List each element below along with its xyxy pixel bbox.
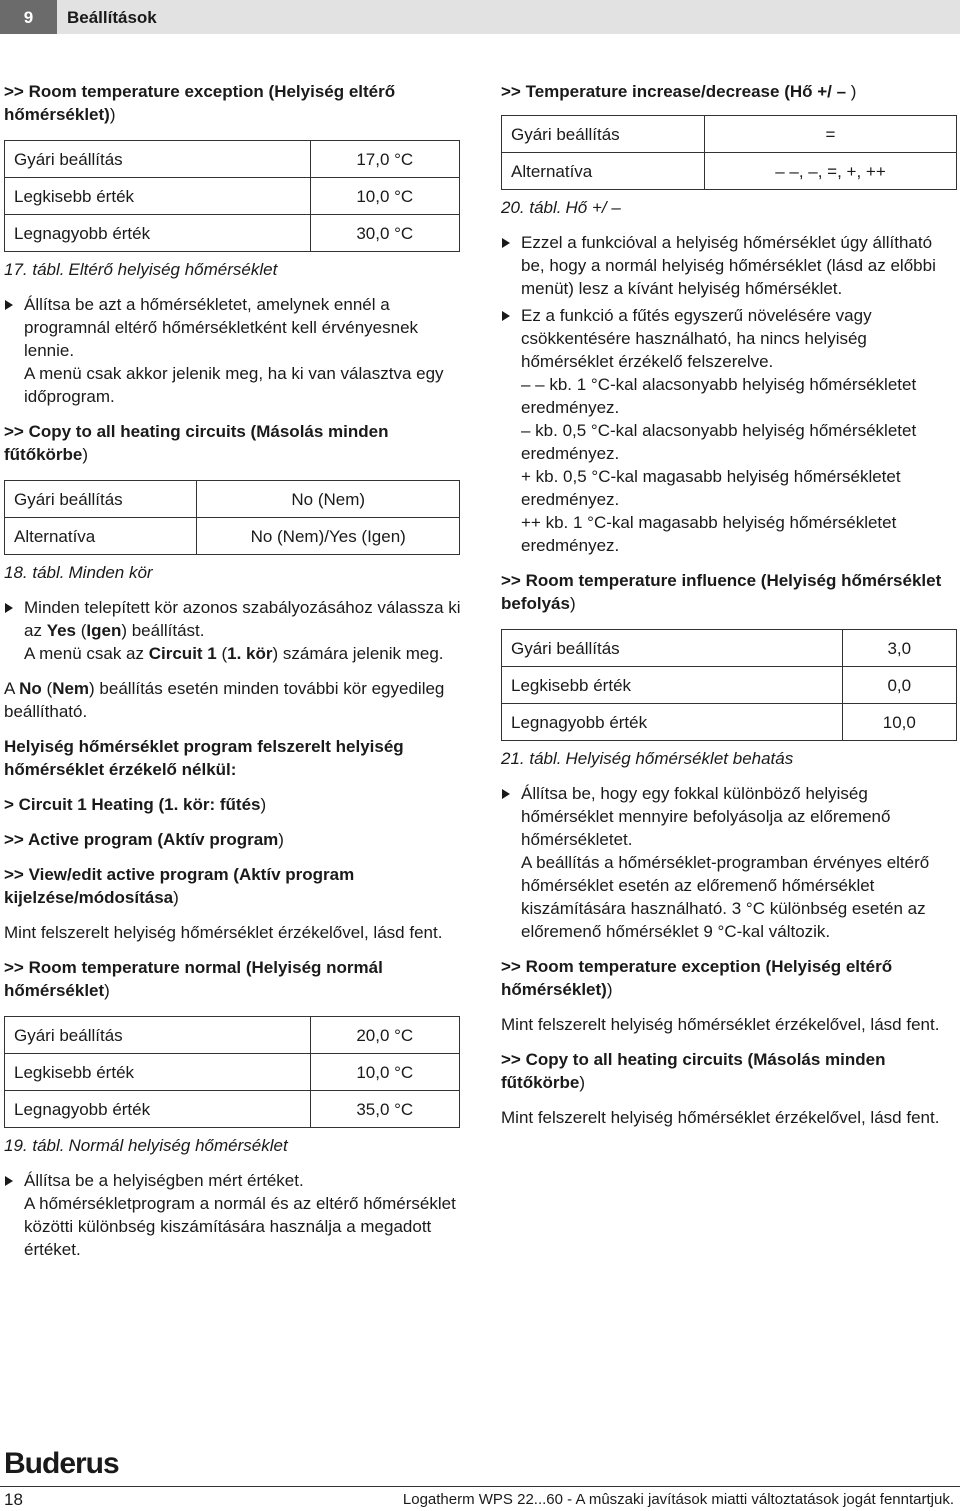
section-room-temp-exception-2: >> Room temperature exception (Helyiség eltérő hőmérséklet))	[501, 957, 893, 999]
heading-program-without-sensor: Helyiség hőmérséklet program felszerelt helyiség hőmérséklet érzékelő nélkül:	[4, 737, 404, 779]
bullet-function-desc: Ezzel a funkcióval a helyiség hőmérséklet úgy állítható be, hogy a normál helyiség hőmérséklet (lásd az előbbi menüt) lesz a kívánt helyiség hőmérséklet.	[501, 231, 953, 300]
bullet-increase-decrease: Ez a funkció a fűtés egyszerű növelésére vagy csökkentésére használható, ha nincs helyiség hőmérséklet érzékelő felszerelve. – – kb. 1 °C-kal alacsonyabb helyiség hőmérsékletet eredményez. – kb. 0,5 °C-kal alacsonyabb helyiség hőmérsékletet eredményez. + kb. 0,5 °C-kal magasabb helyiség hőmérsékletet eredményez. ++ kb. 1 °C-kal magasabb helyiség hőmérsékletet eredményez.	[501, 304, 953, 557]
heading-active-program: >> Active program (Aktív program)	[4, 830, 284, 849]
table-row: Gyári beállítás 17,0 °C	[5, 141, 460, 178]
table-row: Alternatíva No (Nem)/Yes (Igen)	[5, 518, 460, 555]
table-row: Legkisebb érték 10,0 °C	[5, 1054, 460, 1091]
bullet-triangle-icon	[502, 238, 510, 248]
table-row: Legnagyobb érték 30,0 °C	[5, 215, 460, 252]
bullet-set-exception-temp: Állítsa be azt a hőmérsékletet, amelynek ennél a programnál eltérő hőmérsékletként kell érvényesnek lennie. A menü csak akkor jelenik meg, ha ki van választva egy időprogram.	[4, 293, 462, 408]
table-18-caption: 18. tábl. Minden kör	[4, 563, 153, 582]
footer-text: Logatherm WPS 22...60 - A mûszaki javítások miatti változtatások jogát fenntartjuk.	[402, 1491, 954, 1508]
section-temp-increase-decrease: >> Temperature increase/decrease (Hő +/ – )	[501, 82, 857, 101]
table-20-caption: 20. tábl. Hő +/ –	[501, 198, 621, 217]
bullet-triangle-icon	[5, 603, 13, 613]
table-18	[4, 480, 460, 555]
bullet-set-influence: Állítsa be, hogy egy fokkal különböző helyiség hőmérséklet mennyire befolyásolja az előremenő hőmérsékletet. A beállítás a hőmérséklet-programban érvényes eltérő hőmérséklet esetén az előremenő hőmérséklet kiszámítására használható. 3 °C különbség esetén az előremenő hőmérséklet 9 °C-kal változik.	[501, 782, 953, 943]
section-room-temp-influence: >> Room temperature influence (Helyiség hőmérséklet befolyás)	[501, 571, 942, 613]
table-row: Alternatíva – –, –, =, +, ++	[502, 153, 957, 190]
footer-divider	[0, 1486, 960, 1487]
table-21-caption: 21. tábl. Helyiség hőmérséklet behatás	[501, 749, 794, 768]
left-column	[4, 80, 462, 1273]
table-row: Legkisebb érték 0,0	[502, 667, 957, 704]
heading-view-edit-program: >> View/edit active program (Aktív program kijelzése/módosítása)	[4, 865, 355, 907]
table-20	[501, 115, 957, 190]
buderus-logo: Buderus	[4, 1447, 119, 1480]
table-17-caption: 17. tábl. Eltérő helyiség hőmérséklet	[4, 260, 278, 279]
table-19	[4, 1016, 460, 1128]
page-number: 18	[4, 1490, 23, 1509]
bullet-triangle-icon	[502, 311, 510, 321]
see-above-note: Mint felszerelt helyiség hőmérséklet érzékelővel, lásd fent.	[501, 1015, 940, 1034]
heading-circuit-1-heating: > Circuit 1 Heating (1. kör: fűtés)	[4, 795, 267, 814]
section-room-temp-normal: >> Room temperature normal (Helyiség normál hőmérséklet)	[4, 958, 383, 1000]
see-above-note: Mint felszerelt helyiség hőmérséklet érzékelővel, lásd fent.	[4, 923, 443, 942]
table-21	[501, 629, 957, 741]
chapter-number: 9	[0, 0, 57, 34]
bullet-triangle-icon	[5, 300, 13, 310]
right-column	[501, 80, 953, 1141]
see-above-note: Mint felszerelt helyiség hőmérséklet érzékelővel, lásd fent.	[501, 1108, 940, 1127]
page-header	[0, 0, 960, 34]
bullet-select-yes: Minden telepített kör azonos szabályozásához válassza ki az Yes (Igen) beállítást. A menü csak az Circuit 1 (1. kör) számára jelenik meg.	[4, 596, 462, 665]
section-room-temp-exception: >> Room temperature exception (Helyiség eltérő hőmérséklet))	[4, 82, 396, 124]
table-17	[4, 140, 460, 252]
bullet-triangle-icon	[502, 789, 510, 799]
table-row: Legnagyobb érték 10,0	[502, 704, 957, 741]
table-row: Gyári beállítás No (Nem)	[5, 481, 460, 518]
table-row: Gyári beállítás =	[502, 116, 957, 153]
table-19-caption: 19. tábl. Normál helyiség hőmérséklet	[4, 1136, 288, 1155]
bullet-set-measured: Állítsa be a helyiségben mért értéket. A hőmérsékletprogram a normál és az eltérő hőmérséklet közötti különbség kiszámítására használja a megadott értéket.	[4, 1169, 462, 1261]
section-copy-all-circuits-2: >> Copy to all heating circuits (Másolás minden fűtőkörbe)	[501, 1050, 886, 1092]
bullet-triangle-icon	[5, 1176, 13, 1186]
chapter-title: Beállítások	[67, 7, 157, 27]
table-row: Gyári beállítás 3,0	[502, 630, 957, 667]
table-row: Legkisebb érték 10,0 °C	[5, 178, 460, 215]
table-row: Gyári beállítás 20,0 °C	[5, 1017, 460, 1054]
no-setting-note: A No (Nem) beállítás esetén minden további kör egyedileg beállítható.	[4, 679, 445, 721]
section-copy-all-circuits: >> Copy to all heating circuits (Másolás minden fűtőkörbe)	[4, 422, 389, 464]
table-row: Legnagyobb érték 35,0 °C	[5, 1091, 460, 1128]
